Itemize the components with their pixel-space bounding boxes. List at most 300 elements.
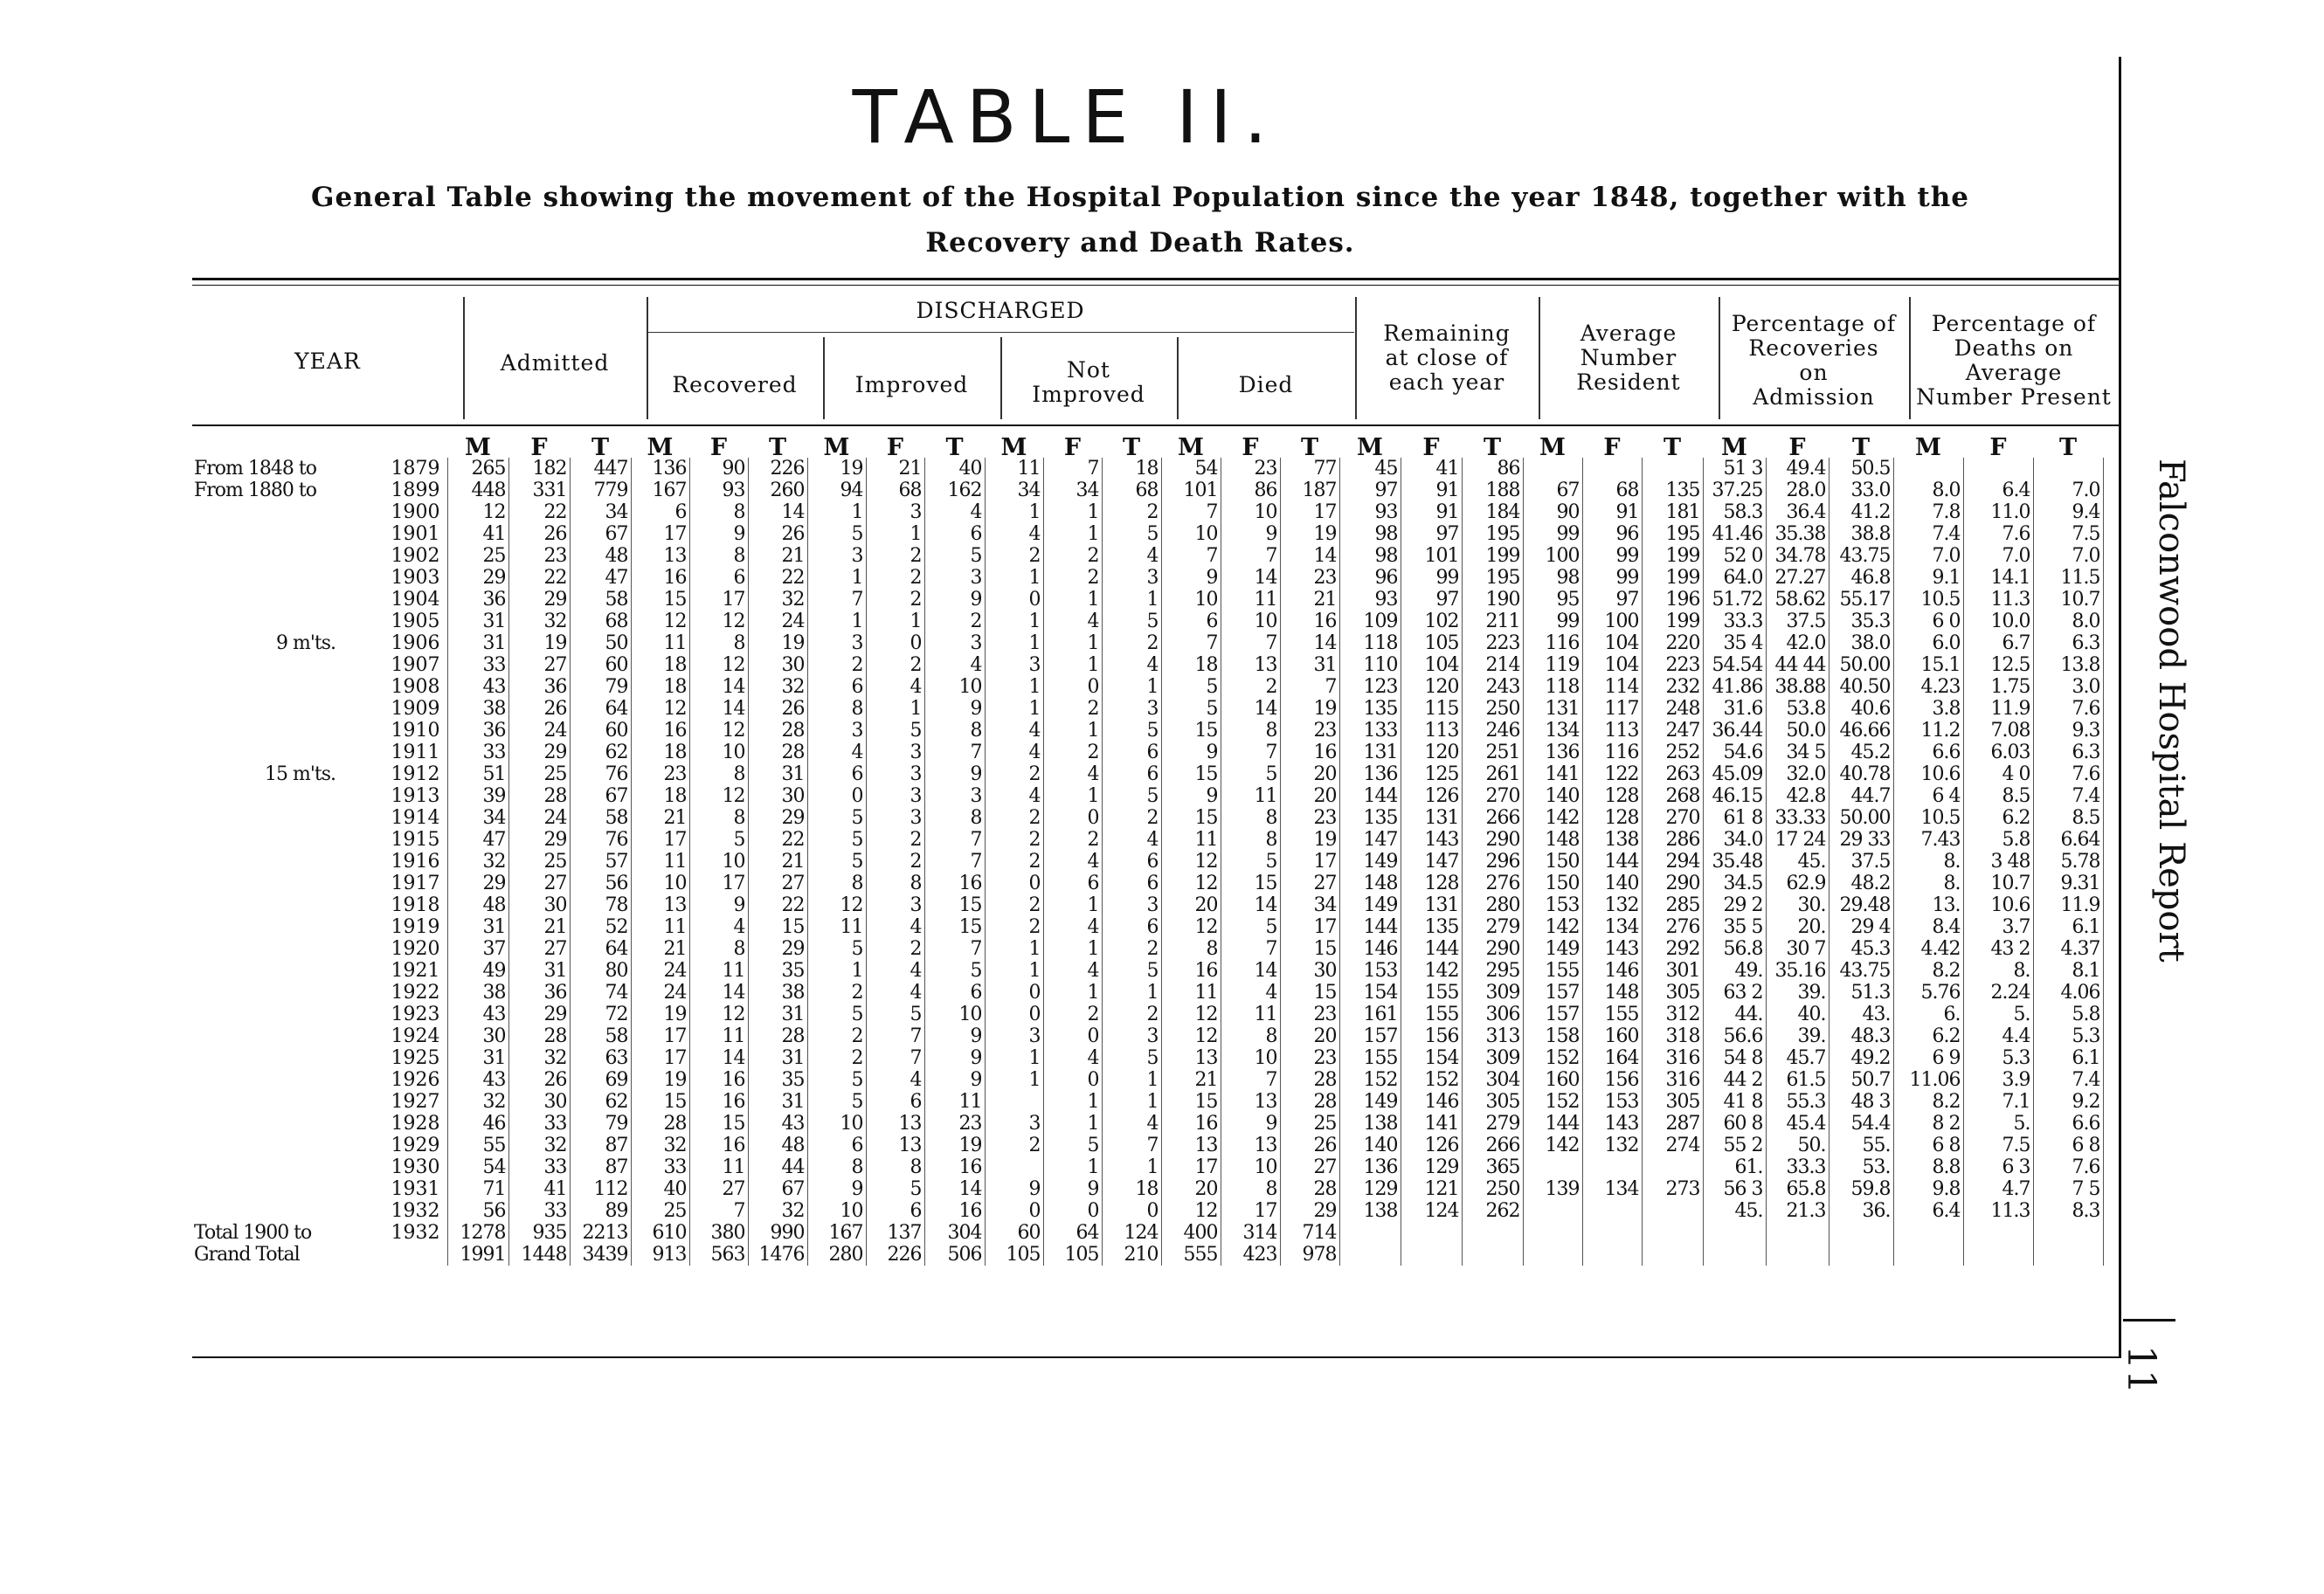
table-cell: 157 — [1339, 1025, 1401, 1047]
row-year: 1911 — [353, 742, 447, 763]
table-cell: 11 — [1221, 589, 1280, 611]
table-cell: 138 — [1339, 1113, 1401, 1135]
table-cell: 21 — [866, 458, 924, 480]
table-cell: 62.9 — [1766, 873, 1829, 894]
table-cell: 48 — [748, 1135, 807, 1156]
table-cell: 2.24 — [1963, 982, 2033, 1004]
table-cell — [1339, 1244, 1401, 1266]
subtitle-line-1: General Table showing the movement of the Hospital Population since the year 1848, together with the — [311, 182, 1969, 213]
table-cell: 199 — [1462, 545, 1523, 567]
table-cell: 6.64 — [2033, 829, 2103, 851]
table-cell: 22 — [508, 567, 570, 589]
mft-label: F — [530, 434, 548, 461]
table-cell: 286 — [1642, 829, 1703, 851]
table-cell: 8.4 — [1893, 916, 1963, 938]
table-cell: 6.6 — [1893, 742, 1963, 763]
mft-label: M — [1357, 434, 1383, 461]
table-cell: 4 0 — [1963, 763, 2033, 785]
table-cell: 24 — [508, 807, 570, 829]
table-cell: 30 — [508, 1091, 570, 1113]
table-row — [190, 523, 2103, 545]
table-cell: 1 — [985, 501, 1043, 523]
table-cell — [1582, 1244, 1642, 1266]
table-cell: 34 — [570, 501, 631, 523]
table-cell: 44.7 — [1829, 785, 1893, 807]
table-cell: 7 — [1043, 458, 1102, 480]
table-cell: 33 — [508, 1200, 570, 1222]
table-cell: 1 — [807, 960, 866, 982]
table-cell: 149 — [1523, 938, 1582, 960]
row-year: 1907 — [353, 654, 447, 676]
table-cell: 48 — [447, 894, 508, 916]
table-cell: 31.6 — [1703, 698, 1766, 720]
row-year: 1924 — [353, 1025, 447, 1047]
row-period-label — [190, 807, 353, 829]
table-cell: 16 — [1280, 611, 1339, 632]
table-cell: 21 — [508, 916, 570, 938]
table-cell: 8.3 — [2033, 1200, 2103, 1222]
row-year: 1921 — [353, 960, 447, 982]
table-cell: 125 — [1401, 763, 1462, 785]
table-cell: 45.7 — [1766, 1047, 1829, 1069]
table-cell: 10.7 — [2033, 589, 2103, 611]
table-cell: 160 — [1523, 1069, 1582, 1091]
table-cell: 3 — [866, 785, 924, 807]
table-cell: 129 — [1339, 1178, 1401, 1200]
table-cell: 150 — [1523, 873, 1582, 894]
table-cell: 11 — [689, 1156, 748, 1178]
row-period-label — [190, 654, 353, 676]
table-cell: 93 — [1339, 589, 1401, 611]
table-cell: 182 — [508, 458, 570, 480]
table-row — [190, 982, 2103, 1004]
table-cell: 23 — [1280, 1047, 1339, 1069]
table-cell: 17 — [1280, 501, 1339, 523]
table-cell: 12 — [1161, 1200, 1221, 1222]
table-cell: 29 — [447, 873, 508, 894]
row-period-label — [190, 894, 353, 916]
table-cell: 935 — [508, 1222, 570, 1244]
table-cell: 51 3 — [1703, 458, 1766, 480]
row-period-label — [190, 1156, 353, 1178]
table-cell: 135 — [1339, 807, 1401, 829]
table-cell — [1766, 1244, 1829, 1266]
table-cell: 8 — [807, 873, 866, 894]
table-cell: 117 — [1582, 698, 1642, 720]
table-cell: 35 5 — [1703, 916, 1766, 938]
table-top-rule — [192, 278, 2119, 280]
table-cell: 188 — [1462, 480, 1523, 501]
table-cell: 102 — [1401, 611, 1462, 632]
table-row — [190, 632, 2103, 654]
table-cell: 152 — [1401, 1069, 1462, 1091]
table-row — [190, 763, 2103, 785]
table-cell: 5.3 — [1963, 1047, 2033, 1069]
table-cell: 8. — [1893, 851, 1963, 873]
table-cell: 9 — [924, 698, 985, 720]
report-side-label: Falconwood Hospital Report — [2151, 459, 2191, 963]
table-bottom-rule — [192, 1356, 2119, 1358]
table-cell: 2 — [1102, 807, 1161, 829]
table-cell: 301 — [1642, 960, 1703, 982]
table-cell: 33.33 — [1766, 807, 1829, 829]
table-cell: 93 — [689, 480, 748, 501]
table-cell — [1642, 1244, 1703, 1266]
table-cell: 29 — [508, 1004, 570, 1025]
table-cell: 2 — [1102, 938, 1161, 960]
table-cell: 49 — [447, 960, 508, 982]
table-cell: 144 — [1339, 785, 1401, 807]
table-cell: 17 — [631, 1025, 689, 1047]
row-year — [353, 1244, 447, 1266]
table-cell — [1339, 1222, 1401, 1244]
table-cell: 265 — [447, 458, 508, 480]
table-cell: 10.5 — [1893, 807, 1963, 829]
table-cell: 29 4 — [1829, 916, 1893, 938]
mft-label: M — [1539, 434, 1566, 461]
table-cell: 29 — [508, 829, 570, 851]
table-cell: 4 — [689, 916, 748, 938]
table-cell: 184 — [1462, 501, 1523, 523]
table-cell: 11 — [689, 960, 748, 982]
table-cell: 1 — [1102, 1091, 1161, 1113]
table-cell: 28 — [631, 1113, 689, 1135]
table-cell: 7 — [1280, 676, 1339, 698]
table-cell: 54.6 — [1703, 742, 1766, 763]
table-cell: 9 — [924, 589, 985, 611]
table-cell: 86 — [1462, 458, 1523, 480]
table-cell: 56 — [570, 873, 631, 894]
table-cell: 146 — [1582, 960, 1642, 982]
table-cell — [1582, 1200, 1642, 1222]
table-cell: 118 — [1523, 676, 1582, 698]
table-cell: 6 — [924, 982, 985, 1004]
table-cell — [1523, 1222, 1582, 1244]
table-cell: 4 — [866, 676, 924, 698]
table-row — [190, 1069, 2103, 1091]
row-year: 1913 — [353, 785, 447, 807]
table-cell: 29.48 — [1829, 894, 1893, 916]
table-row — [190, 1200, 2103, 1222]
table-cell: 12 — [689, 611, 748, 632]
table-cell — [2033, 1222, 2103, 1244]
table-cell: 6.7 — [1963, 632, 2033, 654]
table-cell: 8 — [1221, 1025, 1280, 1047]
table-row — [190, 829, 2103, 851]
table-cell: 160 — [1582, 1025, 1642, 1047]
table-cell: 3 — [866, 742, 924, 763]
table-cell: 8 — [807, 1156, 866, 1178]
table-cell: 16 — [924, 1156, 985, 1178]
table-cell: 0 — [985, 982, 1043, 1004]
table-cell: 5 — [1161, 698, 1221, 720]
table-cell: 100 — [1582, 611, 1642, 632]
table-cell: 68 — [866, 480, 924, 501]
table-cell: 131 — [1339, 742, 1401, 763]
table-cell: 276 — [1642, 916, 1703, 938]
row-year: 1902 — [353, 545, 447, 567]
table-cell: 152 — [1523, 1047, 1582, 1069]
row-year: 1928 — [353, 1113, 447, 1135]
mft-label: M — [1915, 434, 1941, 461]
table-cell: 105 — [1043, 1244, 1102, 1266]
table-cell: 41.2 — [1829, 501, 1893, 523]
table-cell: 1 — [1043, 720, 1102, 742]
table-cell: 25 — [508, 763, 570, 785]
table-cell: 104 — [1582, 654, 1642, 676]
table-cell: 9 — [1161, 567, 1221, 589]
table-cell: 144 — [1339, 916, 1401, 938]
table-cell: 7 — [924, 851, 985, 873]
table-cell: 167 — [807, 1222, 866, 1244]
table-row — [190, 1178, 2103, 1200]
table-cell: 90 — [689, 458, 748, 480]
table-cell: 27 — [508, 654, 570, 676]
table-cell: 35 — [748, 960, 807, 982]
table-cell: 50. — [1766, 1135, 1829, 1156]
table-row — [190, 894, 2103, 916]
table-cell — [1523, 1156, 1582, 1178]
table-cell: 2 — [924, 611, 985, 632]
table-cell: 17 — [689, 589, 748, 611]
table-cell: 1278 — [447, 1222, 508, 1244]
table-cell: 0 — [1043, 676, 1102, 698]
table-cell: 1 — [807, 611, 866, 632]
table-cell: 28 — [748, 720, 807, 742]
table-cell: 17 24 — [1766, 829, 1829, 851]
table-cell: 3 — [1102, 698, 1161, 720]
table-cell: 7.4 — [1893, 523, 1963, 545]
table-cell: 86 — [1221, 480, 1280, 501]
table-cell: 116 — [1582, 742, 1642, 763]
table-cell: 8.5 — [2033, 807, 2103, 829]
table-cell: 45.09 — [1703, 763, 1766, 785]
table-cell: 7 — [866, 1047, 924, 1069]
table-cell — [985, 1091, 1043, 1113]
table-cell: 99 — [1523, 611, 1582, 632]
table-cell: 7 — [1221, 742, 1280, 763]
table-row — [190, 916, 2103, 938]
table-cell: 290 — [1462, 938, 1523, 960]
table-cell: 34.5 — [1703, 873, 1766, 894]
mft-label: T — [1851, 434, 1871, 461]
table-cell: 18 — [1102, 458, 1161, 480]
table-cell: 2 — [807, 1047, 866, 1069]
table-cell — [1401, 1244, 1462, 1266]
table-cell: 41 — [447, 523, 508, 545]
table-cell: 49. — [1703, 960, 1766, 982]
table-cell: 29 — [447, 567, 508, 589]
table-cell: 24 — [631, 982, 689, 1004]
table-cell: 555 — [1161, 1244, 1221, 1266]
mft-label: T — [945, 434, 964, 461]
table-row — [190, 654, 2103, 676]
row-period-label — [190, 1069, 353, 1091]
table-cell: 3.9 — [1963, 1069, 2033, 1091]
table-cell: 6 8 — [2033, 1135, 2103, 1156]
page-number-rule — [2123, 1319, 2175, 1321]
table-cell: 38.8 — [1829, 523, 1893, 545]
table-cell: 4.7 — [1963, 1178, 2033, 1200]
table-cell: 6 0 — [1893, 611, 1963, 632]
table-cell: 13 — [1221, 654, 1280, 676]
table-cell: 48 3 — [1829, 1091, 1893, 1113]
table-cell: 4 — [1102, 654, 1161, 676]
table-cell: 4.37 — [2033, 938, 2103, 960]
table-cell: 54 — [1161, 458, 1221, 480]
table-cell: 4 — [985, 720, 1043, 742]
table-cell: 25 — [508, 851, 570, 873]
table-cell: 144 — [1401, 938, 1462, 960]
table-cell: 34 5 — [1766, 742, 1829, 763]
table-cell: 5 — [1102, 523, 1161, 545]
table-cell: 43.75 — [1829, 545, 1893, 567]
table-cell: 270 — [1642, 807, 1703, 829]
table-cell: 3 — [985, 1025, 1043, 1047]
table-cell: 3 48 — [1963, 851, 2033, 873]
table-cell: 10.5 — [1893, 589, 1963, 611]
table-cell: 31 — [447, 632, 508, 654]
table-cell: 12 — [689, 1004, 748, 1025]
table-cell: 29 — [748, 807, 807, 829]
table-cell: 9 — [807, 1178, 866, 1200]
table-cell: 21 — [1280, 589, 1339, 611]
table-cell: 135 — [1339, 698, 1401, 720]
header-average-line-1: Average — [1580, 321, 1677, 346]
table-cell: 33.0 — [1829, 480, 1893, 501]
table-cell: 294 — [1642, 851, 1703, 873]
table-cell: 118 — [1339, 632, 1401, 654]
table-cell: 91 — [1582, 501, 1642, 523]
mft-label: T — [1122, 434, 1141, 461]
table-row — [190, 501, 2103, 523]
table-cell: 29 — [508, 742, 570, 763]
table-row — [190, 720, 2103, 742]
table-cell: 4 — [1043, 1047, 1102, 1069]
row-period-label — [190, 501, 353, 523]
table-cell: 76 — [570, 829, 631, 851]
table-cell: 138 — [1582, 829, 1642, 851]
table-cell: 2 — [807, 982, 866, 1004]
table-cell: 112 — [570, 1178, 631, 1200]
table-cell: 3 — [866, 501, 924, 523]
table-cell: 506 — [924, 1244, 985, 1266]
table-cell: 11 — [631, 851, 689, 873]
table-cell: 10 — [807, 1200, 866, 1222]
table-cell: 6 — [807, 676, 866, 698]
table-cell: 142 — [1523, 916, 1582, 938]
row-year: 1916 — [353, 851, 447, 873]
table-cell: 10 — [1221, 1047, 1280, 1069]
table-cell: 5 — [807, 1069, 866, 1091]
table-cell: 149 — [1339, 851, 1401, 873]
table-cell: 60 — [985, 1222, 1043, 1244]
table-cell: 144 — [1582, 851, 1642, 873]
table-cell — [985, 1156, 1043, 1178]
table-cell: 5 — [866, 720, 924, 742]
table-cell: 6 — [807, 763, 866, 785]
table-cell: 97 — [1401, 589, 1462, 611]
table-cell: 30 7 — [1766, 938, 1829, 960]
table-cell: 36.4 — [1766, 501, 1829, 523]
table-cell: 12 — [631, 611, 689, 632]
table-cell: 199 — [1642, 611, 1703, 632]
table-cell: 7.6 — [2033, 698, 2103, 720]
table-cell: 1 — [866, 698, 924, 720]
table-cell: 93 — [1339, 501, 1401, 523]
mft-label: F — [1603, 434, 1621, 461]
table-cell: 15 — [1161, 807, 1221, 829]
row-year: 1920 — [353, 938, 447, 960]
table-cell: 58.62 — [1766, 589, 1829, 611]
table-cell: 1 — [807, 501, 866, 523]
table-cell: 7 — [1161, 501, 1221, 523]
table-cell: 16 — [631, 567, 689, 589]
table-cell: 104 — [1582, 632, 1642, 654]
table-cell: 5. — [1963, 1004, 2033, 1025]
table-cell: 304 — [924, 1222, 985, 1244]
table-cell: 31 — [748, 763, 807, 785]
table-cell: 21 — [1161, 1069, 1221, 1091]
table-cell: 58 — [570, 1025, 631, 1047]
table-cell: 11 — [1161, 982, 1221, 1004]
table-cell: 29 33 — [1829, 829, 1893, 851]
table-cell: 98 — [1339, 545, 1401, 567]
header-pct-deaths — [1909, 312, 2119, 410]
table-cell: 38.88 — [1766, 676, 1829, 698]
table-cell — [1829, 1244, 1893, 1266]
table-cell: 47 — [570, 567, 631, 589]
table-cell: 10 — [1221, 1156, 1280, 1178]
table-cell: 17 — [689, 873, 748, 894]
table-cell: 4 — [1221, 982, 1280, 1004]
table-cell: 3 — [924, 567, 985, 589]
table-row — [190, 1135, 2103, 1156]
table-cell: 99 — [1582, 545, 1642, 567]
table-cell: 7.6 — [1963, 523, 2033, 545]
table-cell: 14 — [689, 698, 748, 720]
table-cell: 17 — [631, 829, 689, 851]
table-cell: 96 — [1582, 523, 1642, 545]
table-cell: 11.3 — [1963, 1200, 2033, 1222]
table-cell: 2 — [866, 851, 924, 873]
table-row — [190, 1047, 2103, 1069]
table-cell: 318 — [1642, 1025, 1703, 1047]
table-cell: 1 — [1102, 1156, 1161, 1178]
mft-label: F — [1788, 434, 1806, 461]
table-cell: 32 — [508, 1047, 570, 1069]
table-cell: 24 — [508, 720, 570, 742]
mft-label: M — [823, 434, 850, 461]
table-cell: 32 — [748, 676, 807, 698]
table-cell: 17 — [1280, 851, 1339, 873]
table-cell: 6 — [1043, 873, 1102, 894]
table-cell: 22 — [508, 501, 570, 523]
table-cell: 4 — [866, 1069, 924, 1091]
table-cell: 14 — [1221, 567, 1280, 589]
table-cell: 7.6 — [2033, 1156, 2103, 1178]
table-row — [190, 589, 2103, 611]
table-cell: 5 — [1102, 720, 1161, 742]
table-cell: 32 — [631, 1135, 689, 1156]
row-period-label — [190, 873, 353, 894]
header-pct-rec-line-1: Percentage of — [1731, 311, 1897, 336]
table-cell: 60 — [570, 654, 631, 676]
table-cell: 331 — [508, 480, 570, 501]
table-cell: 69 — [570, 1069, 631, 1091]
table-cell: 9 — [689, 894, 748, 916]
table-cell: 13 — [866, 1135, 924, 1156]
